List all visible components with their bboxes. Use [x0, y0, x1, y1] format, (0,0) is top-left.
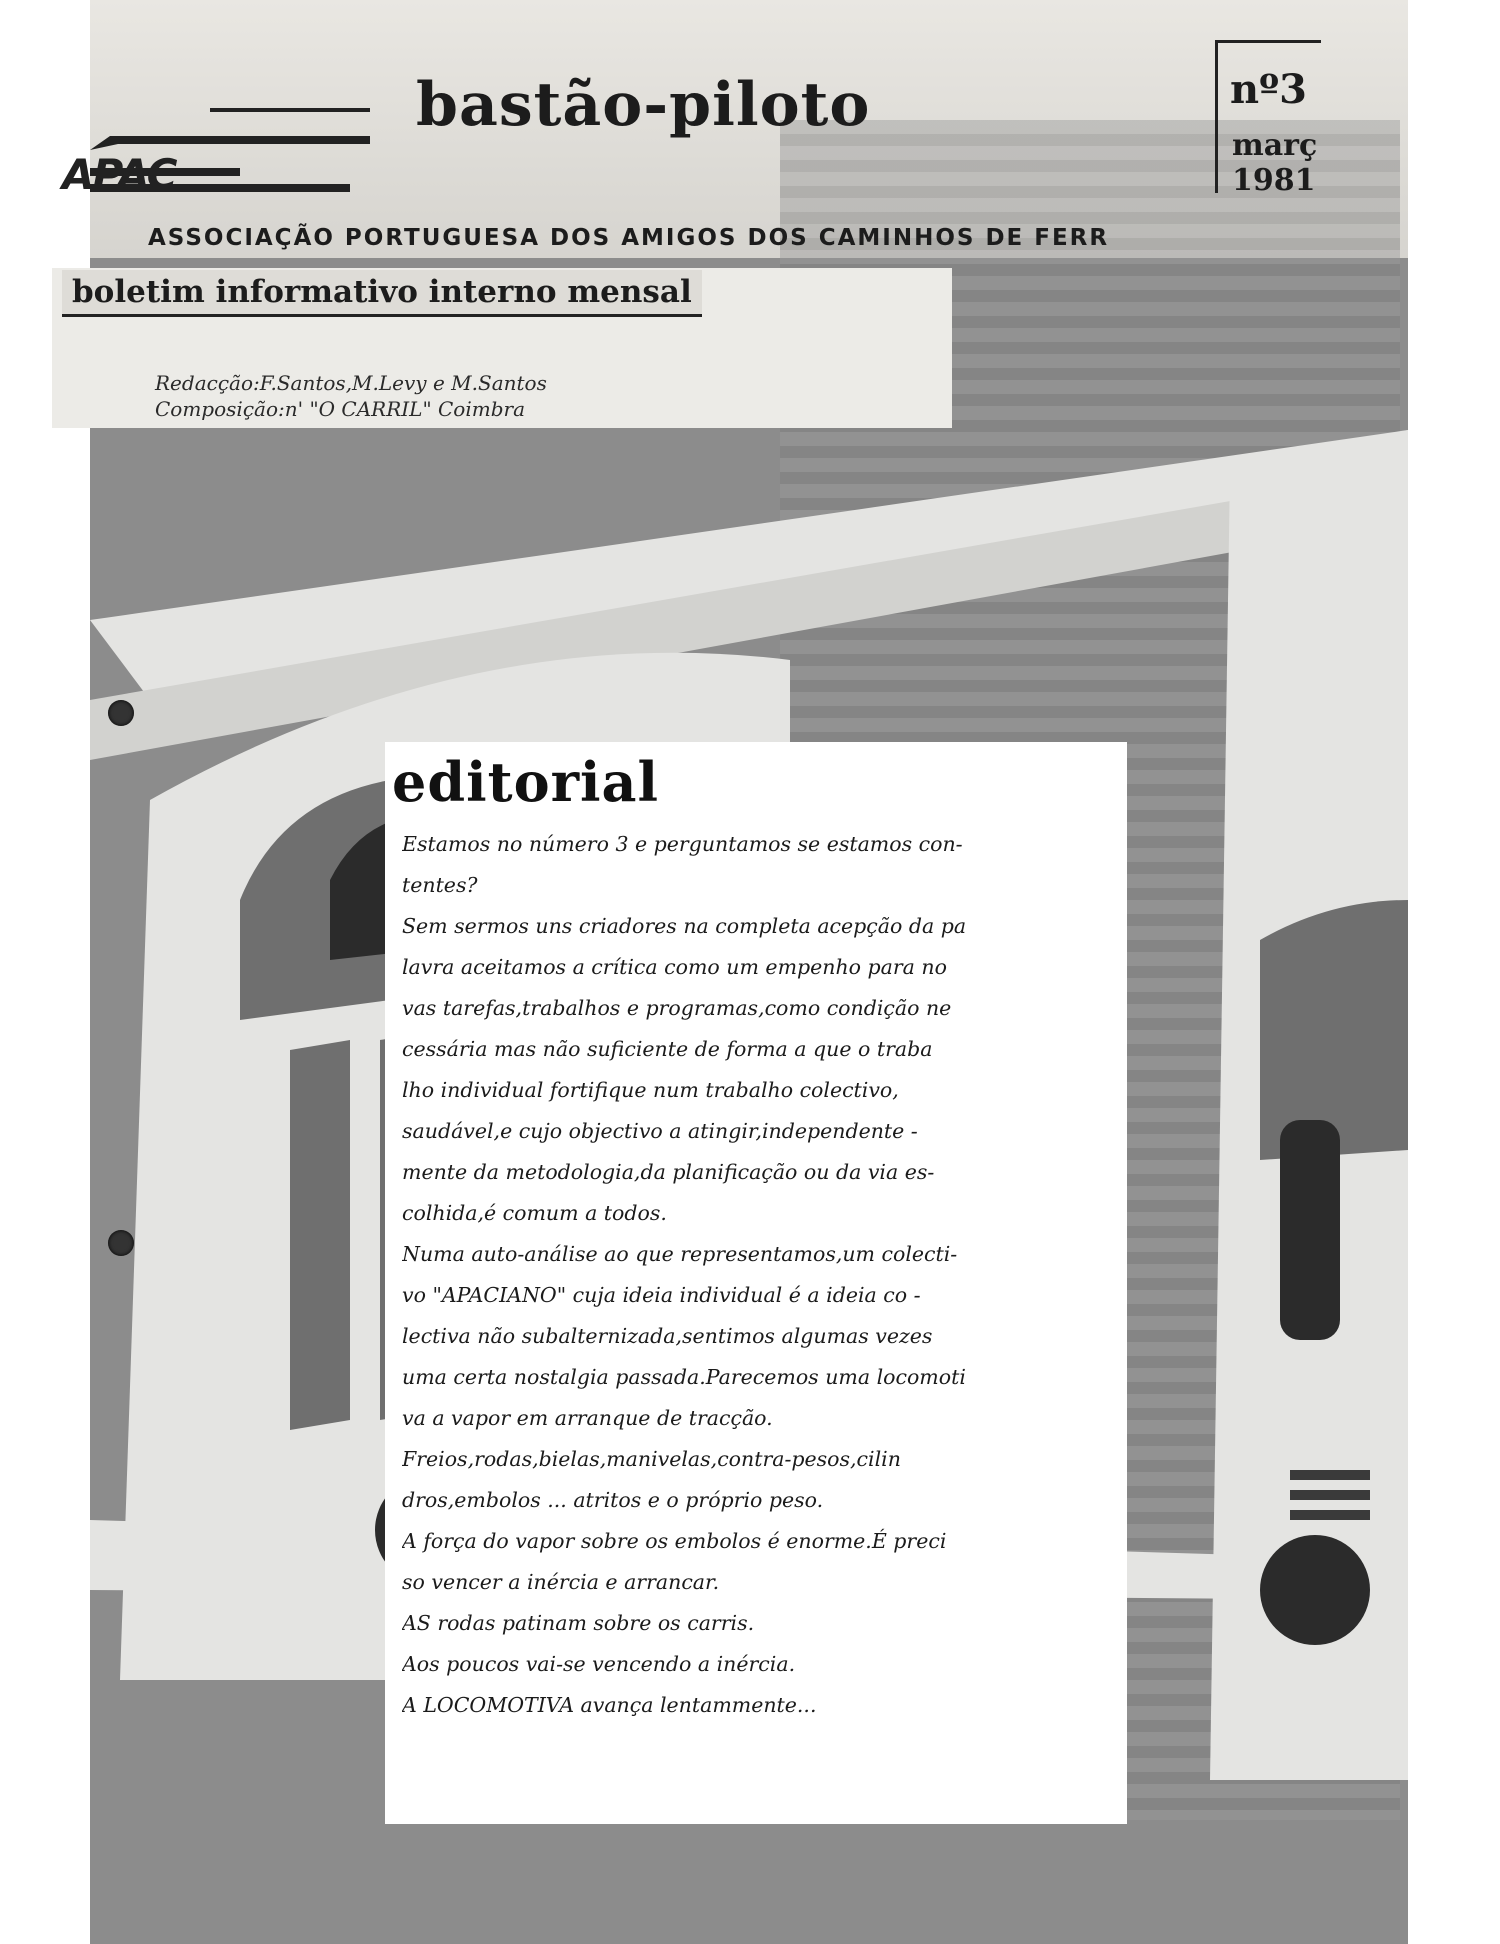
logo-lettering: APAC	[62, 150, 176, 199]
editorial-line: tentes?	[402, 873, 478, 897]
editorial-line: Freios,rodas,bielas,manivelas,contra-pesos,cilin	[402, 1447, 901, 1471]
credits-block	[155, 370, 547, 422]
issue-year: 1981	[1232, 163, 1316, 198]
punch-hole-top	[108, 700, 134, 726]
editorial-line: dros,embolos ... atritos e o próprio peso.	[402, 1488, 824, 1512]
punch-hole-bottom	[108, 1230, 134, 1256]
editorial-line: saudável,e cujo objectivo a atingir,independente -	[402, 1119, 918, 1143]
issue-month: març	[1232, 128, 1318, 163]
editorial-line: Estamos no número 3 e perguntamos se estamos con-	[402, 832, 963, 856]
editorial-line: Numa auto-análise ao que representamos,um colecti-	[402, 1242, 958, 1266]
credits-editors: Redacção:F.Santos,M.Levy e M.Santos	[155, 371, 547, 395]
editorial-line: lavra aceitamos a crítica como um empenho para no	[402, 955, 947, 979]
editorial-line: A força do vapor sobre os embolos é enorme.É preci	[402, 1529, 947, 1553]
editorial-line: cessária mas não suficiente de forma a que o traba	[402, 1037, 933, 1061]
editorial-line: lectiva não subalternizada,sentimos algumas vezes	[402, 1324, 933, 1348]
editorial-line: A LOCOMOTIVA avança lentammente...	[402, 1693, 817, 1717]
editorial-line: Aos poucos vai-se vencendo a inércia.	[402, 1652, 796, 1676]
editorial-line: colhida,é comum a todos.	[402, 1201, 667, 1225]
newsletter-title: bastão-piloto	[416, 70, 871, 140]
bulletin-subtitle: boletim informativo interno mensal	[62, 270, 702, 317]
editorial-line: vo "APACIANO" cuja ideia individual é a ideia co -	[402, 1283, 921, 1307]
editorial-line: mente da metodologia,da planificação ou da via es-	[402, 1160, 935, 1184]
editorial-line: Sem sermos uns criadores na completa acepção da pa	[402, 914, 967, 938]
credits-composition: Composição:n' "O CARRIL" Coimbra	[155, 397, 525, 421]
issue-number: nº3	[1230, 66, 1307, 113]
editorial-line: vas tarefas,trabalhos e programas,como condição ne	[402, 996, 952, 1020]
editorial-heading: editorial	[392, 750, 660, 814]
editorial-line: uma certa nostalgia passada.Parecemos uma locomoti	[402, 1365, 966, 1389]
editorial-text	[402, 824, 1122, 1726]
association-name: ASSOCIAÇÃO PORTUGUESA DOS AMIGOS DOS CAMINHOS DE FERR	[148, 225, 1110, 251]
editorial-line: lho individual fortifique num trabalho colectivo,	[402, 1078, 899, 1102]
editorial-line: so vencer a inércia e arrancar.	[402, 1570, 720, 1594]
editorial-line: AS rodas patinam sobre os carris.	[402, 1611, 755, 1635]
editorial-line: va a vapor em arranque de tracção.	[402, 1406, 773, 1430]
